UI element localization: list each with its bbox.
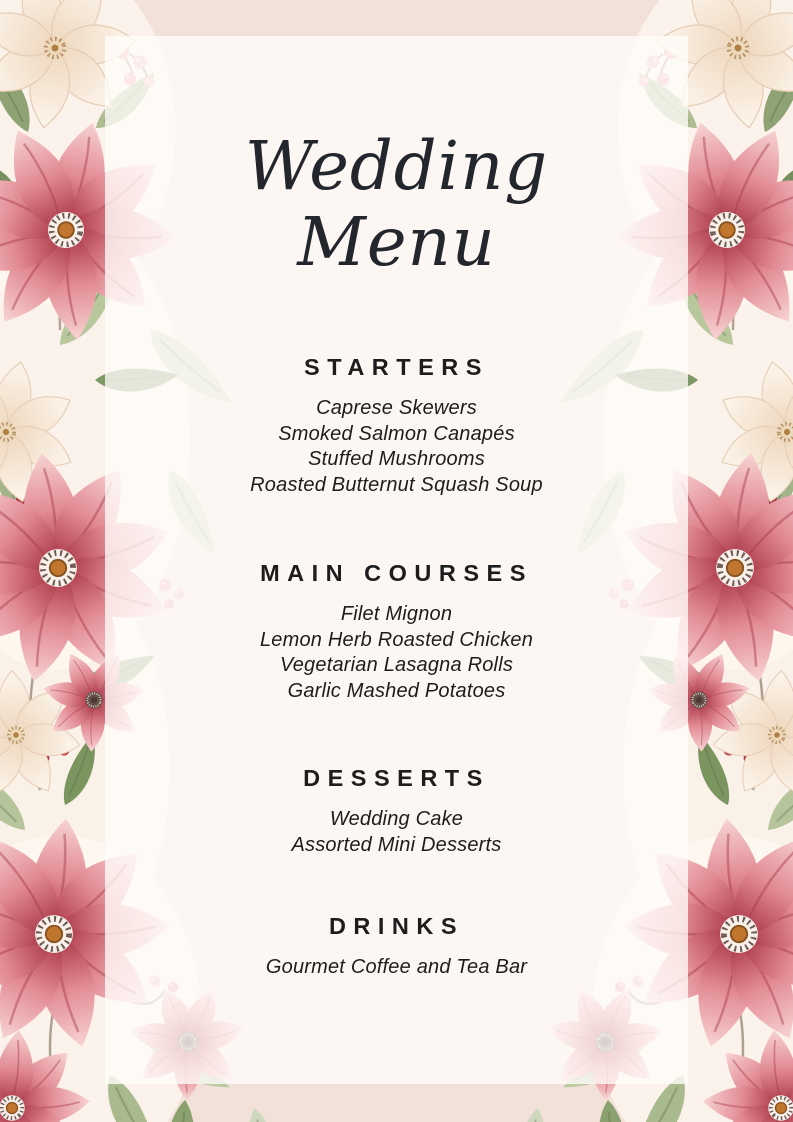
menu-title	[105, 128, 688, 280]
menu-section	[105, 558, 688, 704]
menu-item: Gourmet Coffee and Tea Bar	[265, 956, 528, 978]
menu-title-line1: Wedding	[244, 127, 549, 205]
menu-item: Filet Mignon	[340, 603, 453, 625]
menu-sections	[105, 352, 688, 981]
menu-item: Roasted Butternut Squash Soup	[250, 473, 543, 496]
menu-section	[105, 352, 688, 498]
section-heading: DRINKS	[328, 913, 465, 939]
menu-item: Caprese Skewers	[316, 397, 477, 419]
section-items	[105, 955, 688, 981]
menu-item: Assorted Mini Desserts	[291, 833, 502, 856]
menu-item: Garlic Mashed Potatoes	[287, 679, 506, 702]
section-items	[105, 602, 688, 704]
menu-section	[105, 763, 688, 858]
section-heading: DESSERTS	[303, 765, 490, 791]
menu-item: Stuffed Mushrooms	[308, 448, 485, 470]
menu-item: Smoked Salmon Canapés	[278, 422, 515, 445]
menu-title-line2: Menu	[297, 203, 496, 281]
menu-item: Vegetarian Lasagna Rolls	[279, 654, 514, 676]
section-heading: STARTERS	[304, 354, 489, 380]
menu-item: Lemon Herb Roasted Chicken	[259, 628, 534, 651]
section-items	[105, 807, 688, 858]
section-heading: MAIN COURSES	[260, 560, 533, 586]
section-items	[105, 396, 688, 498]
menu-section	[105, 911, 688, 981]
menu-item: Wedding Cake	[329, 808, 464, 830]
menu-panel	[105, 36, 688, 1084]
